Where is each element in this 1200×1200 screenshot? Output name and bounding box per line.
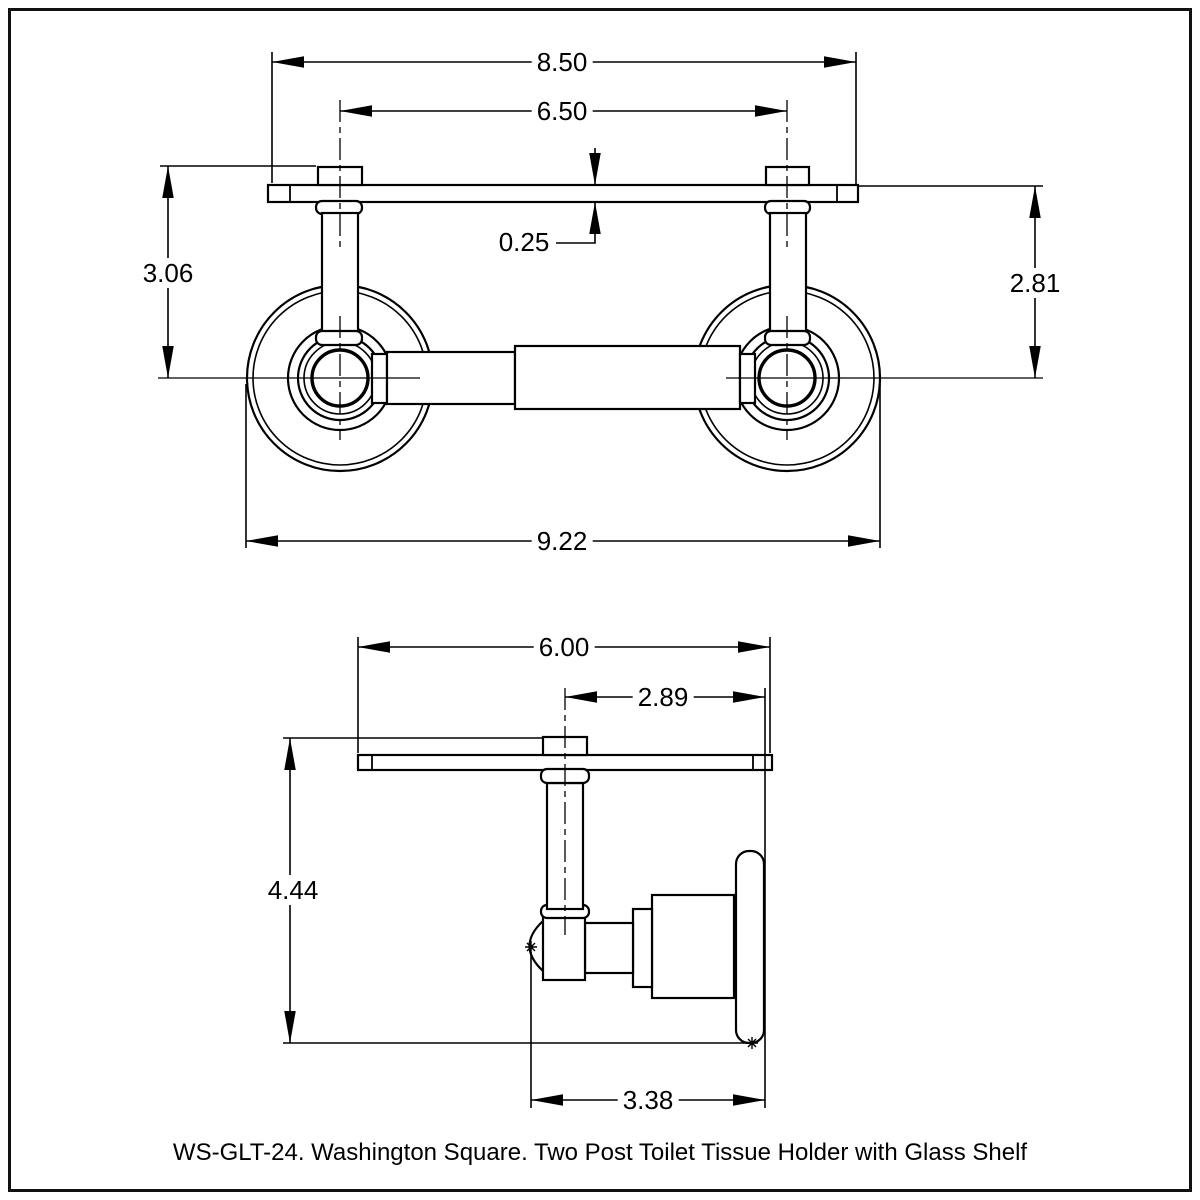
dim-label-shelf-thickness: 0.25 [494,227,555,257]
dim-label-top-to-center: 3.06 [138,258,199,288]
dim-label-post-to-wall: 2.89 [633,682,694,712]
dim-label-shelf-depth: 6.00 [534,632,595,662]
dim-label-projection: 3.38 [618,1085,679,1115]
dim-label-shelf-to-center: 2.81 [1005,268,1066,298]
dim-label-shelf-width: 8.50 [532,47,593,77]
caption: WS-GLT-24. Washington Square. Two Post Toilet Tissue Holder with Glass Shelf [172,1139,1028,1166]
dim-label-overall-height: 4.44 [263,875,324,905]
dim-label-overall-width: 9.22 [532,526,593,556]
dim-label-post-spacing: 6.50 [532,96,593,126]
